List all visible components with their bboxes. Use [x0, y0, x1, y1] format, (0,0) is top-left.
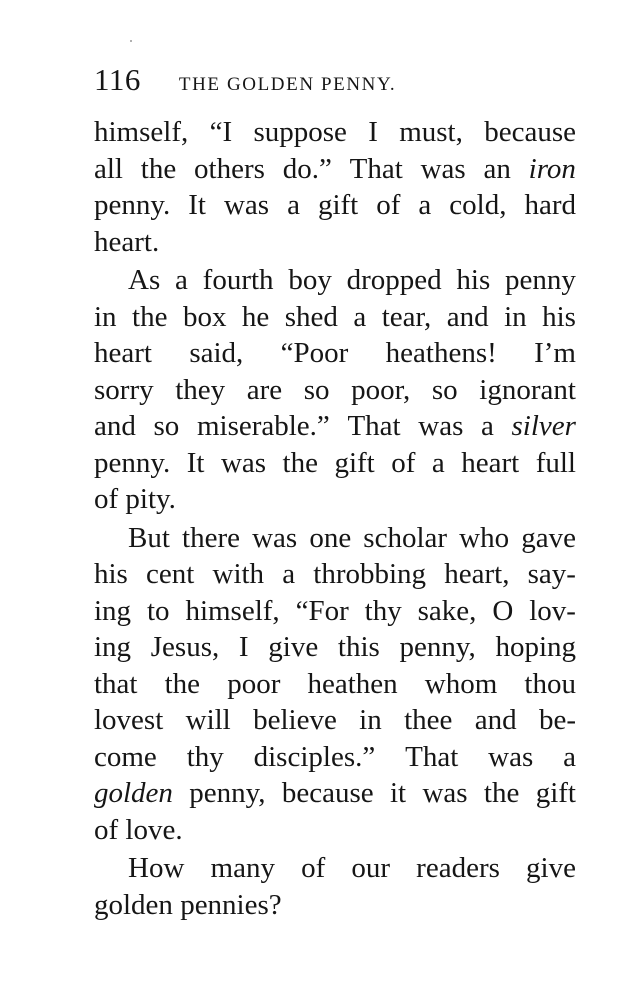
word: hoping [495, 631, 576, 663]
word: and [474, 704, 517, 736]
word: many [210, 852, 275, 884]
word: believe [253, 704, 337, 736]
word: cent [146, 558, 195, 590]
word: shed [284, 300, 338, 333]
word: boy [288, 264, 332, 296]
text-line [94, 556, 576, 593]
word: penny, [189, 777, 266, 809]
word: lov- [529, 594, 576, 627]
word: love. [125, 813, 183, 846]
paragraph [94, 520, 576, 849]
word: That [405, 740, 459, 773]
word: thy [186, 740, 224, 773]
word: was [252, 521, 298, 554]
word: there [182, 521, 240, 554]
word: was [220, 446, 267, 479]
word: gift [535, 777, 576, 809]
word: his [542, 300, 576, 333]
word: was [420, 152, 466, 185]
text-line [94, 739, 576, 776]
text-line [94, 481, 576, 518]
word: a [282, 558, 296, 590]
word: was [418, 410, 464, 442]
text-line [94, 335, 576, 372]
word: are [246, 373, 283, 406]
word: It [186, 446, 205, 479]
italic-word: golden [94, 777, 173, 809]
word: in [504, 300, 527, 333]
italic-word: silver [511, 410, 576, 442]
word: it [390, 777, 407, 809]
word: the [483, 777, 520, 809]
word: full [535, 446, 576, 479]
word: But [128, 521, 170, 554]
text-line [94, 299, 576, 336]
word: whom [424, 667, 498, 700]
word: lovest [94, 704, 164, 736]
word: “For [295, 594, 349, 627]
word: “Poor [280, 337, 349, 369]
word: It [188, 189, 206, 221]
text-line [94, 887, 576, 924]
word: give [526, 852, 576, 884]
word: That [349, 152, 403, 185]
word: “I [209, 116, 233, 148]
word: do.” [282, 152, 332, 185]
word: a [287, 189, 300, 221]
word: our [351, 852, 391, 884]
word: How [128, 852, 185, 884]
word: poor [227, 667, 281, 700]
word: I [238, 631, 249, 663]
word: As [128, 264, 161, 296]
running-head [94, 62, 576, 104]
word: gave [521, 521, 576, 554]
word: a [353, 300, 367, 333]
word: because [484, 116, 576, 148]
word: of [301, 852, 326, 884]
word: ing [94, 631, 132, 663]
word: sake, [417, 594, 477, 627]
word: the [282, 446, 318, 479]
word: himself, [94, 116, 189, 148]
word: so [303, 373, 330, 406]
word: of [376, 189, 401, 221]
word: that [94, 667, 138, 700]
text-line [94, 445, 576, 482]
word: heathen [307, 667, 398, 700]
paper-speck [130, 40, 132, 42]
text-line [94, 151, 576, 188]
word: heart. [94, 225, 160, 258]
word: a [563, 740, 576, 773]
word: scholar [363, 521, 448, 554]
word: gift [334, 446, 375, 479]
word: a [481, 410, 494, 442]
word: was [422, 777, 468, 809]
word: so [431, 373, 458, 406]
text-line [94, 812, 576, 849]
word: to [146, 594, 170, 627]
word: throbbing [313, 558, 427, 590]
word: was [488, 740, 534, 773]
word: thou [524, 667, 576, 700]
word: penny, [399, 631, 476, 663]
page-number: 116 [94, 62, 141, 97]
running-title: THE GOLDEN PENNY. [178, 74, 397, 95]
word: ing [94, 594, 132, 627]
word: dropped [346, 264, 442, 296]
book-page [94, 62, 576, 923]
paragraph [94, 262, 576, 518]
word: be- [538, 704, 576, 736]
word: and [94, 410, 136, 442]
word: give [268, 631, 319, 663]
word: in [359, 704, 382, 736]
text-line [94, 408, 576, 445]
text-line [94, 850, 576, 887]
word: with [212, 558, 265, 590]
text-line [94, 629, 576, 666]
word: others [194, 152, 265, 185]
word: of [94, 813, 119, 846]
word: must, [399, 116, 463, 148]
word: sorry [94, 373, 154, 406]
text-line [94, 593, 576, 630]
paragraph [94, 114, 576, 260]
word: disciples.” [253, 740, 376, 773]
word: heart [94, 337, 152, 369]
text-line [94, 666, 576, 703]
word: himself, [185, 594, 280, 627]
word: was [223, 189, 270, 221]
word: come [94, 740, 157, 773]
word: this [337, 631, 380, 663]
word: That [347, 410, 401, 442]
word: his [456, 264, 491, 296]
word: a [418, 189, 432, 221]
word: suppose [253, 116, 347, 148]
word: I’m [534, 337, 576, 369]
word: cold, [449, 189, 507, 221]
word: all [94, 152, 123, 185]
word: penny. [94, 446, 171, 479]
word: in [94, 300, 117, 333]
word: will [185, 704, 231, 736]
word: he [241, 300, 270, 333]
word: penny. [94, 189, 171, 221]
paragraph [94, 850, 576, 923]
word: readers [416, 852, 500, 884]
word: one [309, 521, 352, 554]
word: and [446, 300, 489, 333]
italic-word: iron [528, 152, 576, 185]
word: who [459, 521, 510, 554]
text-line [94, 702, 576, 739]
word: heart [461, 446, 520, 479]
word: the [164, 667, 201, 700]
word: of [94, 483, 119, 515]
word: said, [189, 337, 244, 369]
word: fourth [202, 264, 274, 296]
word: penny [505, 264, 576, 296]
word: because [281, 777, 374, 809]
word: of [391, 446, 416, 479]
word: ignorant [479, 373, 576, 406]
text-line [94, 114, 576, 151]
text-line [94, 187, 576, 224]
word: the [132, 300, 168, 333]
word: golden [94, 888, 173, 921]
word: miserable.” [196, 410, 330, 442]
word: so [153, 410, 180, 442]
text-line [94, 262, 576, 299]
word: heathens! [385, 337, 497, 369]
text-line [94, 520, 576, 557]
word: a [175, 264, 188, 296]
word: O [492, 594, 514, 627]
word: Jesus, [150, 631, 220, 663]
text-line [94, 372, 576, 409]
word: they [175, 373, 226, 406]
word: poor, [351, 373, 411, 406]
text-line [94, 224, 576, 261]
word: tear, [381, 300, 432, 333]
word: thee [404, 704, 453, 736]
word: a [431, 446, 445, 479]
word: box [182, 300, 227, 333]
word: gift [317, 189, 359, 221]
word: heart, [444, 558, 510, 590]
word: hard [524, 189, 576, 221]
word: I [368, 116, 378, 148]
word: his [94, 558, 128, 590]
word: thy [364, 594, 402, 627]
word: say- [527, 558, 576, 590]
word: pennies? [180, 888, 282, 921]
word: an [483, 152, 511, 185]
text-line [94, 775, 576, 812]
word: the [140, 152, 177, 185]
body-text [94, 114, 576, 923]
word: pity. [125, 483, 176, 515]
